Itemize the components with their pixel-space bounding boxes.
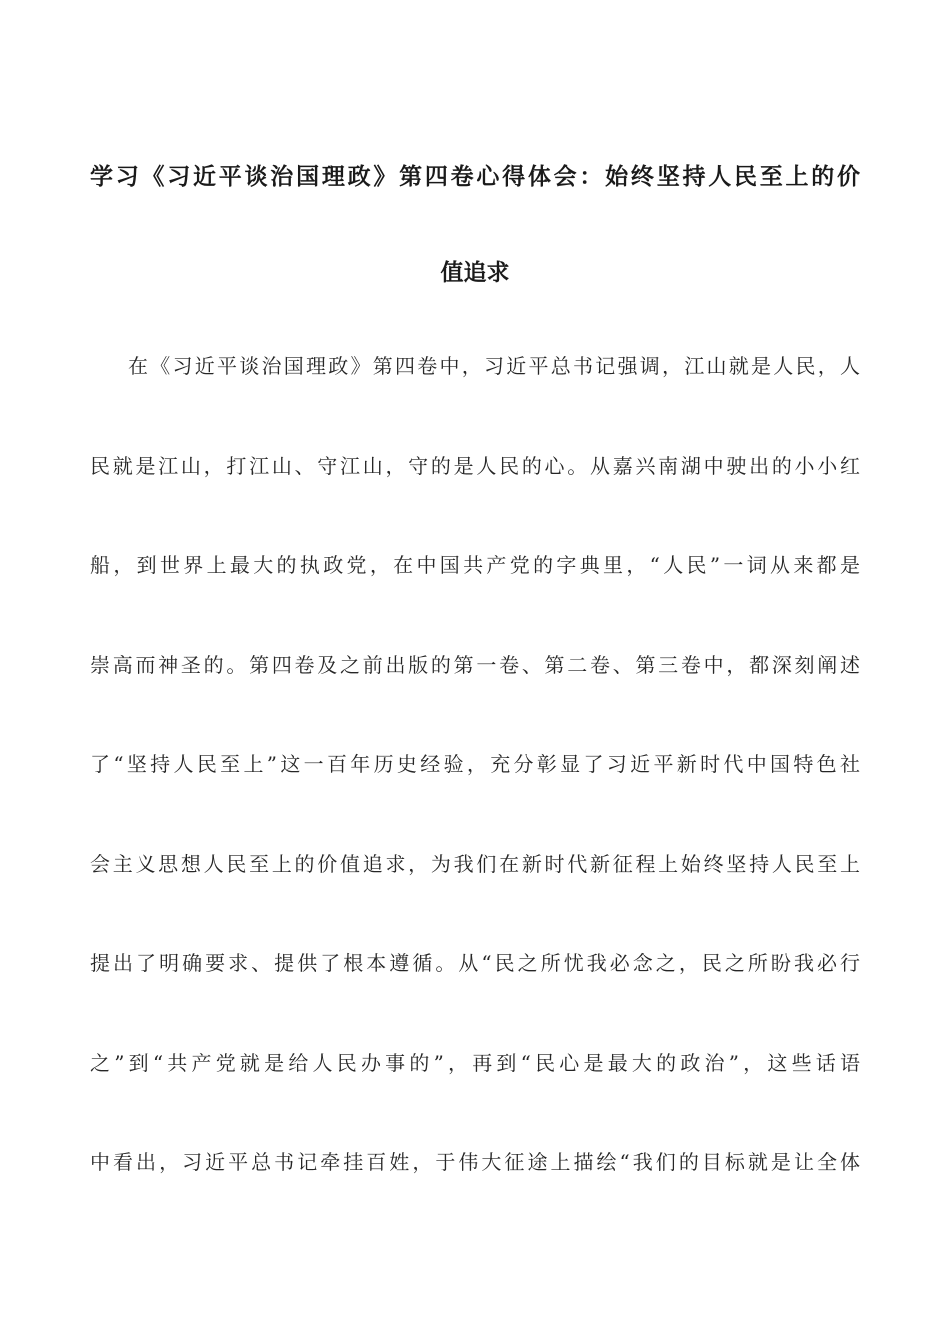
paragraph-line-5: 了“坚持人民至上”这一百年历史经验，充分彰显了习近平新时代中国特色社 <box>90 752 860 776</box>
document-title-line-1: 学习《习近平谈治国理政》第四卷心得体会：始终坚持人民至上的价 <box>90 164 860 190</box>
paragraph-line-9: 中看出，习近平总书记牵挂百姓，于伟大征途上描绘“我们的目标就是让全体 <box>90 1150 860 1174</box>
paragraph-line-4: 崇高而神圣的。第四卷及之前出版的第一卷、第二卷、第三卷中，都深刻阐述 <box>90 653 860 677</box>
paragraph-line-2: 民就是江山，打江山、守江山，守的是人民的心。从嘉兴南湖中驶出的小小红 <box>90 454 860 478</box>
paragraph-line-1: 在《习近平谈治国理政》第四卷中，习近平总书记强调，江山就是人民，人 <box>128 354 860 378</box>
paragraph-line-3: 船，到世界上最大的执政党，在中国共产党的字典里，“人民”一词从来都是 <box>90 553 860 577</box>
document-title-line-2: 值追求 <box>440 260 510 286</box>
paragraph-line-7: 提出了明确要求、提供了根本遵循。从“民之所忧我必念之，民之所盼我必行 <box>90 951 860 975</box>
paragraph-line-6: 会主义思想人民至上的价值追求，为我们在新时代新征程上始终坚持人民至上 <box>90 852 860 876</box>
paragraph-line-8: 之”到“共产党就是给人民办事的”，再到“民心是最大的政治”，这些话语 <box>90 1051 860 1075</box>
